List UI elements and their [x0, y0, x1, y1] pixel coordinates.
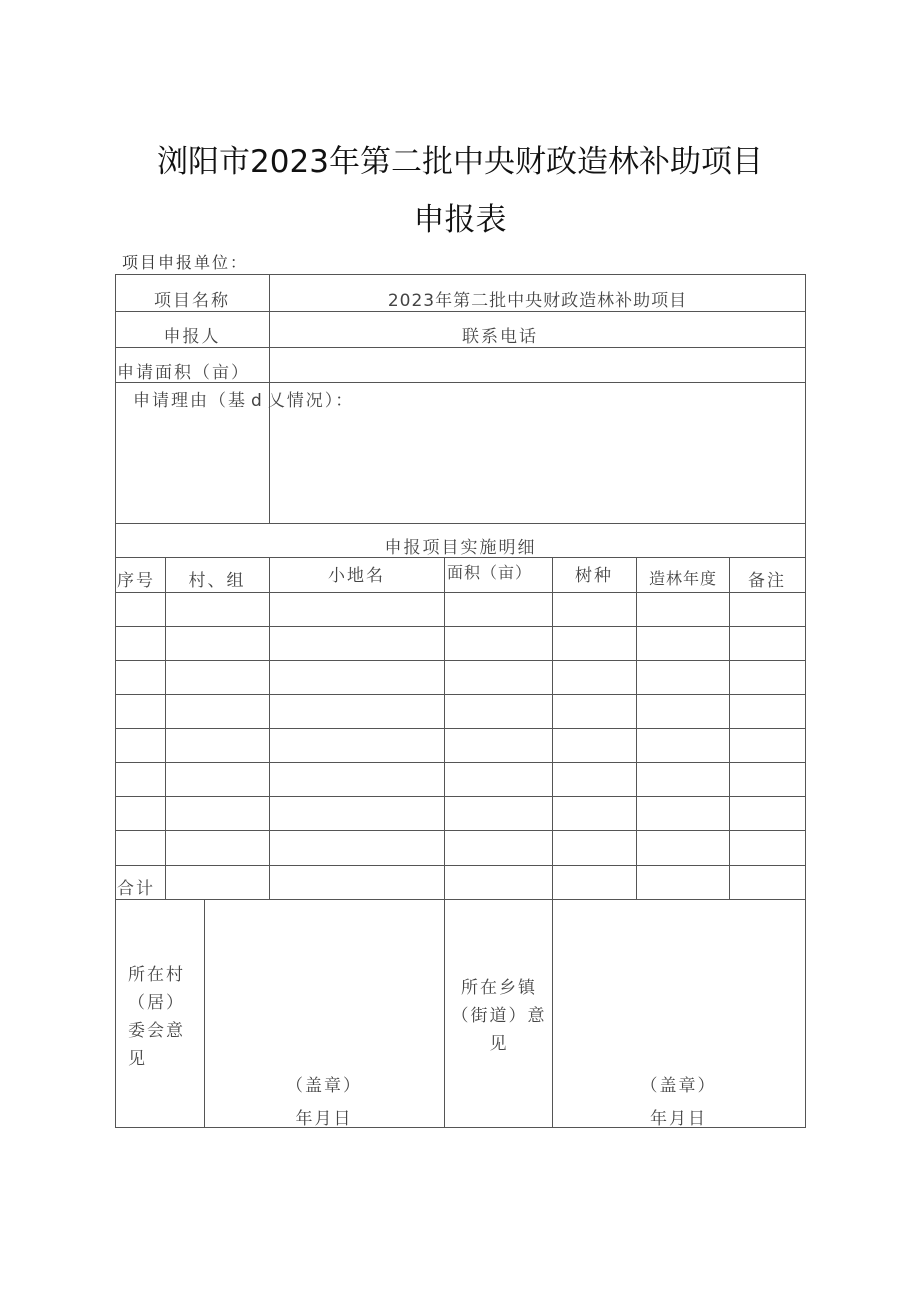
table-rule [115, 694, 806, 695]
town-opinion-line: 见 [489, 1034, 509, 1054]
applicant-label: 申报人 [163, 327, 221, 347]
village-opinion-input[interactable] [205, 900, 444, 1060]
table-rule [115, 865, 806, 866]
town-seal: （盖章） [640, 1076, 717, 1096]
reason-label-part1: 申请理由（基 [133, 391, 247, 411]
town-date: 年月日 [650, 1109, 707, 1129]
header-remarks: 备注 [748, 571, 786, 591]
header-village-group: 村、组 [188, 571, 246, 591]
table-rule [115, 592, 806, 593]
village-date: 年月日 [295, 1109, 353, 1129]
table-rule [115, 796, 806, 797]
header-afforestation-year: 造林年度 [649, 569, 718, 588]
grid-column-divider [552, 557, 553, 899]
village-opinion-line: 所在村 [128, 965, 185, 985]
table-border-right [805, 274, 806, 1128]
document-title-line1: 浏阳市2023年第二批中央财政造林补助项目 [157, 144, 763, 180]
reason-label [133, 386, 354, 411]
reason-label-part3: 乂情况）： [267, 391, 355, 411]
grid-column-divider [165, 557, 166, 899]
grid-column-divider [636, 557, 637, 899]
header-index: 序号 [117, 571, 155, 591]
village-opinion-line: 委会意 [128, 1021, 185, 1041]
table-rule [115, 274, 806, 275]
village-opinion-label [128, 961, 198, 1073]
header-area: 面积（亩） [447, 563, 533, 582]
town-opinion-line: （街道）意 [451, 1006, 547, 1026]
table-rule [115, 762, 806, 763]
detail-section-title: 申报项目实施明细 [384, 538, 537, 558]
table-border-left [115, 274, 116, 1128]
contact-phone-label: 联系电话 [462, 327, 538, 347]
table-rule [115, 523, 806, 524]
table-rule [115, 311, 806, 312]
village-opinion-line: （居） [128, 993, 185, 1013]
table-rule [115, 660, 806, 661]
table-rule [115, 830, 806, 831]
area-input[interactable] [270, 348, 805, 382]
project-name-label: 项目名称 [154, 291, 230, 311]
header-place-name: 小地名 [328, 566, 385, 586]
table-rule [115, 728, 806, 729]
area-label: 申请面积（亩） [117, 363, 250, 383]
town-opinion-input[interactable] [553, 900, 805, 1060]
applicant-unit-label: 项目申报单位： [122, 253, 249, 272]
village-opinion-line: 见 [128, 1049, 147, 1069]
project-name-value[interactable]: 2023年第二批中央财政造林补助项目 [387, 291, 688, 311]
document-title-line2: 申报表 [413, 202, 507, 238]
grid-column-divider [444, 557, 445, 899]
opinion-divider [444, 899, 445, 1127]
table-rule [115, 626, 806, 627]
total-label: 合计 [117, 879, 155, 899]
village-seal: （盖章） [286, 1076, 362, 1096]
grid-column-divider [269, 557, 270, 899]
reason-input[interactable] [270, 410, 805, 522]
header-tree-species: 树种 [575, 566, 613, 586]
grid-column-divider [729, 557, 730, 899]
town-opinion-label [446, 974, 552, 1058]
town-opinion-line: 所在乡镇 [461, 978, 537, 998]
reason-label-part2: d [251, 391, 264, 411]
